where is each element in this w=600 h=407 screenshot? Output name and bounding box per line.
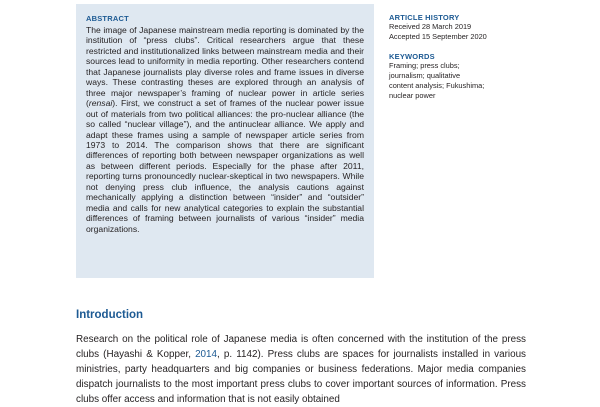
abstract-heading: ABSTRACT — [86, 14, 129, 23]
keywords — [389, 52, 499, 101]
section-title-introduction: Introduction — [76, 309, 144, 321]
keywords-heading: KEYWORDS — [389, 52, 435, 61]
keywords-line: content analysis; Fukushima; — [389, 81, 485, 90]
abstract-text-part-1: The image of Japanese mainstream media reporting is dominated by the institution of “press clubs”. Critical researchers argue that these restricted and institutionalized links between mainstream media and their sources lead to uniformity in media reporting. Other researchers contend that Japanese journalists play diverse roles and frame issues in diverse ways. These contrasting theses are explored through an analysis of three major newspaper’s framing of nuclear power in article series ( — [86, 25, 364, 109]
introduction-text-part-2: , p. 1142). Press clubs are spaces for journalists installed in various ministries, party headquarters and big companies or business federations. Major media companies dispatch journalists to the most important press clubs to cover important sources of information. Press clubs offer access and information that is not easily obtained — [76, 349, 526, 405]
introduction-text-part-1: Research on the political role of Japanese media is often concerned with the institution of the press clubs (Hayashi & Kopper, — [76, 334, 526, 360]
introduction-paragraph — [76, 332, 526, 407]
accepted-date: Accepted 15 September 2020 — [389, 32, 487, 41]
keywords-line: nuclear power — [389, 91, 436, 100]
article-history — [389, 13, 499, 42]
abstract-text-italic: rensai — [88, 98, 113, 109]
article-history-heading: ARTICLE HISTORY — [389, 13, 460, 22]
abstract-box — [76, 4, 374, 278]
keywords-line: journalism; qualitative — [389, 71, 461, 80]
article-sidebar — [389, 13, 499, 101]
received-date: Received 28 March 2019 — [389, 22, 472, 31]
abstract-text-part-2: ). First, we construct a set of frames of the nuclear power issue out of materials from two political alliances: the pro-nuclear alliance (the so called “nuclear village”), and the antinuclear alliance. We apply and adapt these frames using a sample of newspaper article series from 1973 to 2014. The comparison shows that there are significant differences of reporting both between newspaper organizations as well as between different periods. Especially for the phase after 2011, reporting turns pronouncedly nuclear-skeptical in two newspapers. While not denying press club influence, the analysis cautions against mechanically applying a distinction between “insider” and “outsider” media and calls for new analytical categories to explain the substantial differences of framing between journalists of various “insider” media organizations. — [86, 98, 364, 234]
abstract-text — [86, 25, 364, 234]
citation-link[interactable]: 2014 — [195, 349, 218, 360]
keywords-line: Framing; press clubs; — [389, 61, 460, 70]
